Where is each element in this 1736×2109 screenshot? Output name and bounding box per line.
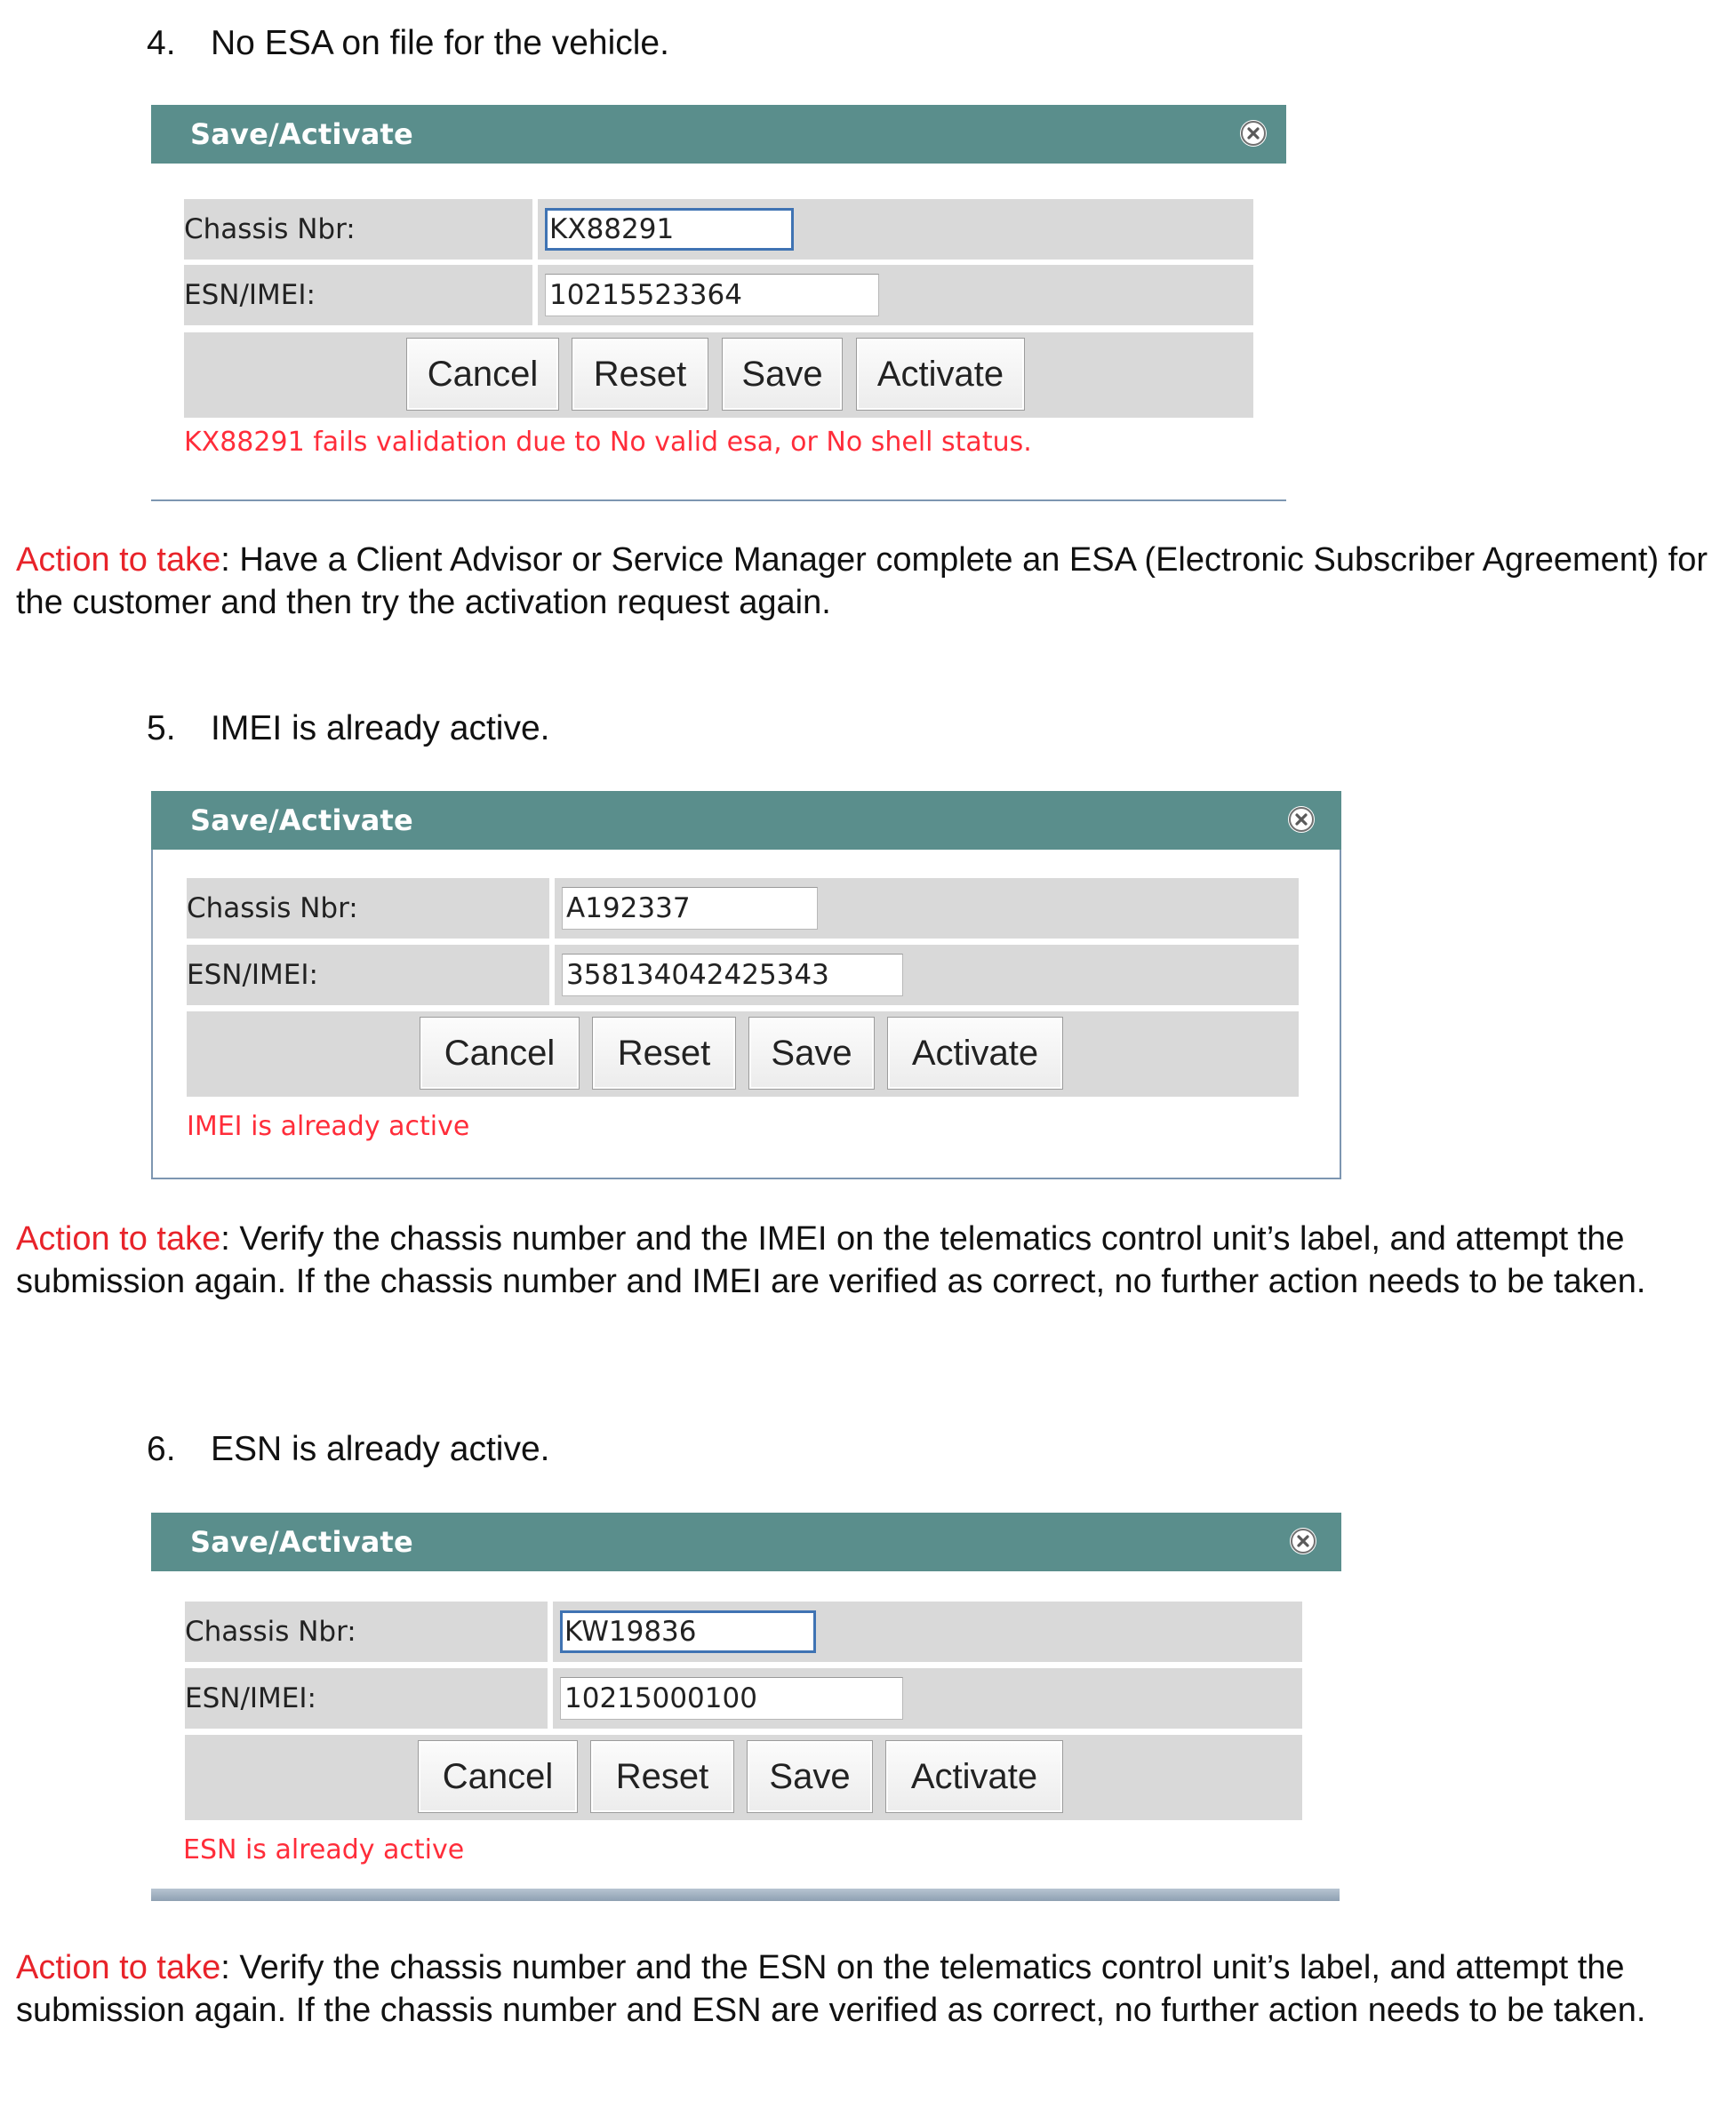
close-icon[interactable] xyxy=(1288,806,1315,833)
cropped-table-edge xyxy=(151,1889,1340,1901)
esn-imei-input[interactable] xyxy=(560,1677,903,1720)
activate-button[interactable]: Activate xyxy=(887,1017,1063,1090)
cancel-button[interactable]: Cancel xyxy=(406,338,559,411)
item-number: 5. xyxy=(147,709,176,747)
column-divider xyxy=(548,1668,553,1729)
save-activate-dialog-5 xyxy=(151,791,1341,1179)
cancel-button[interactable]: Cancel xyxy=(420,1017,580,1090)
chassis-row xyxy=(184,199,1253,260)
dialog-titlebar[interactable] xyxy=(151,791,1341,850)
action-paragraph-4 xyxy=(16,539,1718,624)
column-divider xyxy=(548,1602,553,1662)
reset-button[interactable]: Reset xyxy=(590,1740,734,1813)
column-divider xyxy=(532,199,538,260)
chassis-input[interactable] xyxy=(560,1610,816,1653)
save-button[interactable]: Save xyxy=(747,1740,873,1813)
esn-imei-label: ESN/IMEI: xyxy=(185,1682,316,1714)
error-message: KX88291 fails validation due to No valid esa, or No shell status. xyxy=(184,427,1032,458)
action-paragraph-5 xyxy=(16,1218,1718,1303)
close-icon[interactable] xyxy=(1240,120,1267,147)
action-text: : Have a Client Advisor or Service Manager complete an ESA (Electronic Subscriber Agreement) for the customer and then try the activation request again. xyxy=(16,541,1708,621)
save-button[interactable]: Save xyxy=(748,1017,875,1090)
activate-button[interactable]: Activate xyxy=(885,1740,1063,1813)
item-4-heading xyxy=(147,23,669,64)
heading-text: IMEI is already active. xyxy=(211,709,550,747)
error-message: ESN is already active xyxy=(183,1834,465,1865)
heading-text: ESN is already active. xyxy=(211,1430,550,1468)
item-5-heading xyxy=(147,708,549,749)
chassis-input[interactable] xyxy=(545,208,794,251)
column-divider xyxy=(549,878,555,939)
dialog-titlebar[interactable] xyxy=(151,1513,1341,1571)
chassis-row xyxy=(187,878,1299,939)
esn-imei-label: ESN/IMEI: xyxy=(187,959,318,991)
dialog-title: Save/Activate xyxy=(190,1525,413,1559)
save-activate-dialog-6 xyxy=(151,1513,1341,1895)
item-number: 6. xyxy=(147,1430,176,1468)
esn-imei-row xyxy=(184,265,1253,325)
action-label: Action to take xyxy=(16,1220,221,1258)
reset-button[interactable]: Reset xyxy=(572,338,708,411)
chassis-label: Chassis Nbr: xyxy=(184,213,356,245)
dialog-title: Save/Activate xyxy=(190,117,413,151)
action-paragraph-6 xyxy=(16,1946,1718,2032)
button-row xyxy=(185,1735,1302,1820)
esn-imei-row xyxy=(187,945,1299,1005)
chassis-label: Chassis Nbr: xyxy=(185,1616,356,1648)
activate-button[interactable]: Activate xyxy=(856,338,1025,411)
column-divider xyxy=(532,265,538,325)
close-icon[interactable] xyxy=(1290,1528,1316,1554)
dialog-title: Save/Activate xyxy=(190,803,413,837)
reset-button[interactable]: Reset xyxy=(592,1017,736,1090)
column-divider xyxy=(549,945,555,1005)
esn-imei-input[interactable] xyxy=(562,954,903,996)
chassis-label: Chassis Nbr: xyxy=(187,892,358,924)
cancel-button[interactable]: Cancel xyxy=(418,1740,578,1813)
chassis-row xyxy=(185,1602,1302,1662)
esn-imei-input[interactable] xyxy=(545,274,879,316)
button-row xyxy=(187,1011,1299,1097)
save-button[interactable]: Save xyxy=(722,338,843,411)
dialog-titlebar[interactable] xyxy=(151,105,1286,164)
heading-text: No ESA on file for the vehicle. xyxy=(211,24,669,62)
item-6-heading xyxy=(147,1429,550,1470)
button-row xyxy=(184,332,1253,418)
esn-imei-label: ESN/IMEI: xyxy=(184,279,316,311)
action-label: Action to take xyxy=(16,1949,221,1986)
action-text: : Verify the chassis number and the IMEI on the telematics control unit’s label, and attempt the submission again. If the chassis number and IMEI are verified as correct, no further action needs to be taken. xyxy=(16,1220,1646,1300)
save-activate-dialog-4 xyxy=(151,105,1286,501)
chassis-input[interactable] xyxy=(562,887,818,930)
action-label: Action to take xyxy=(16,541,221,579)
action-text: : Verify the chassis number and the ESN on the telematics control unit’s label, and attempt the submission again. If the chassis number and ESN are verified as correct, no further action needs to be taken. xyxy=(16,1949,1646,2029)
error-message: IMEI is already active xyxy=(187,1111,470,1142)
item-number: 4. xyxy=(147,24,176,62)
esn-imei-row xyxy=(185,1668,1302,1729)
